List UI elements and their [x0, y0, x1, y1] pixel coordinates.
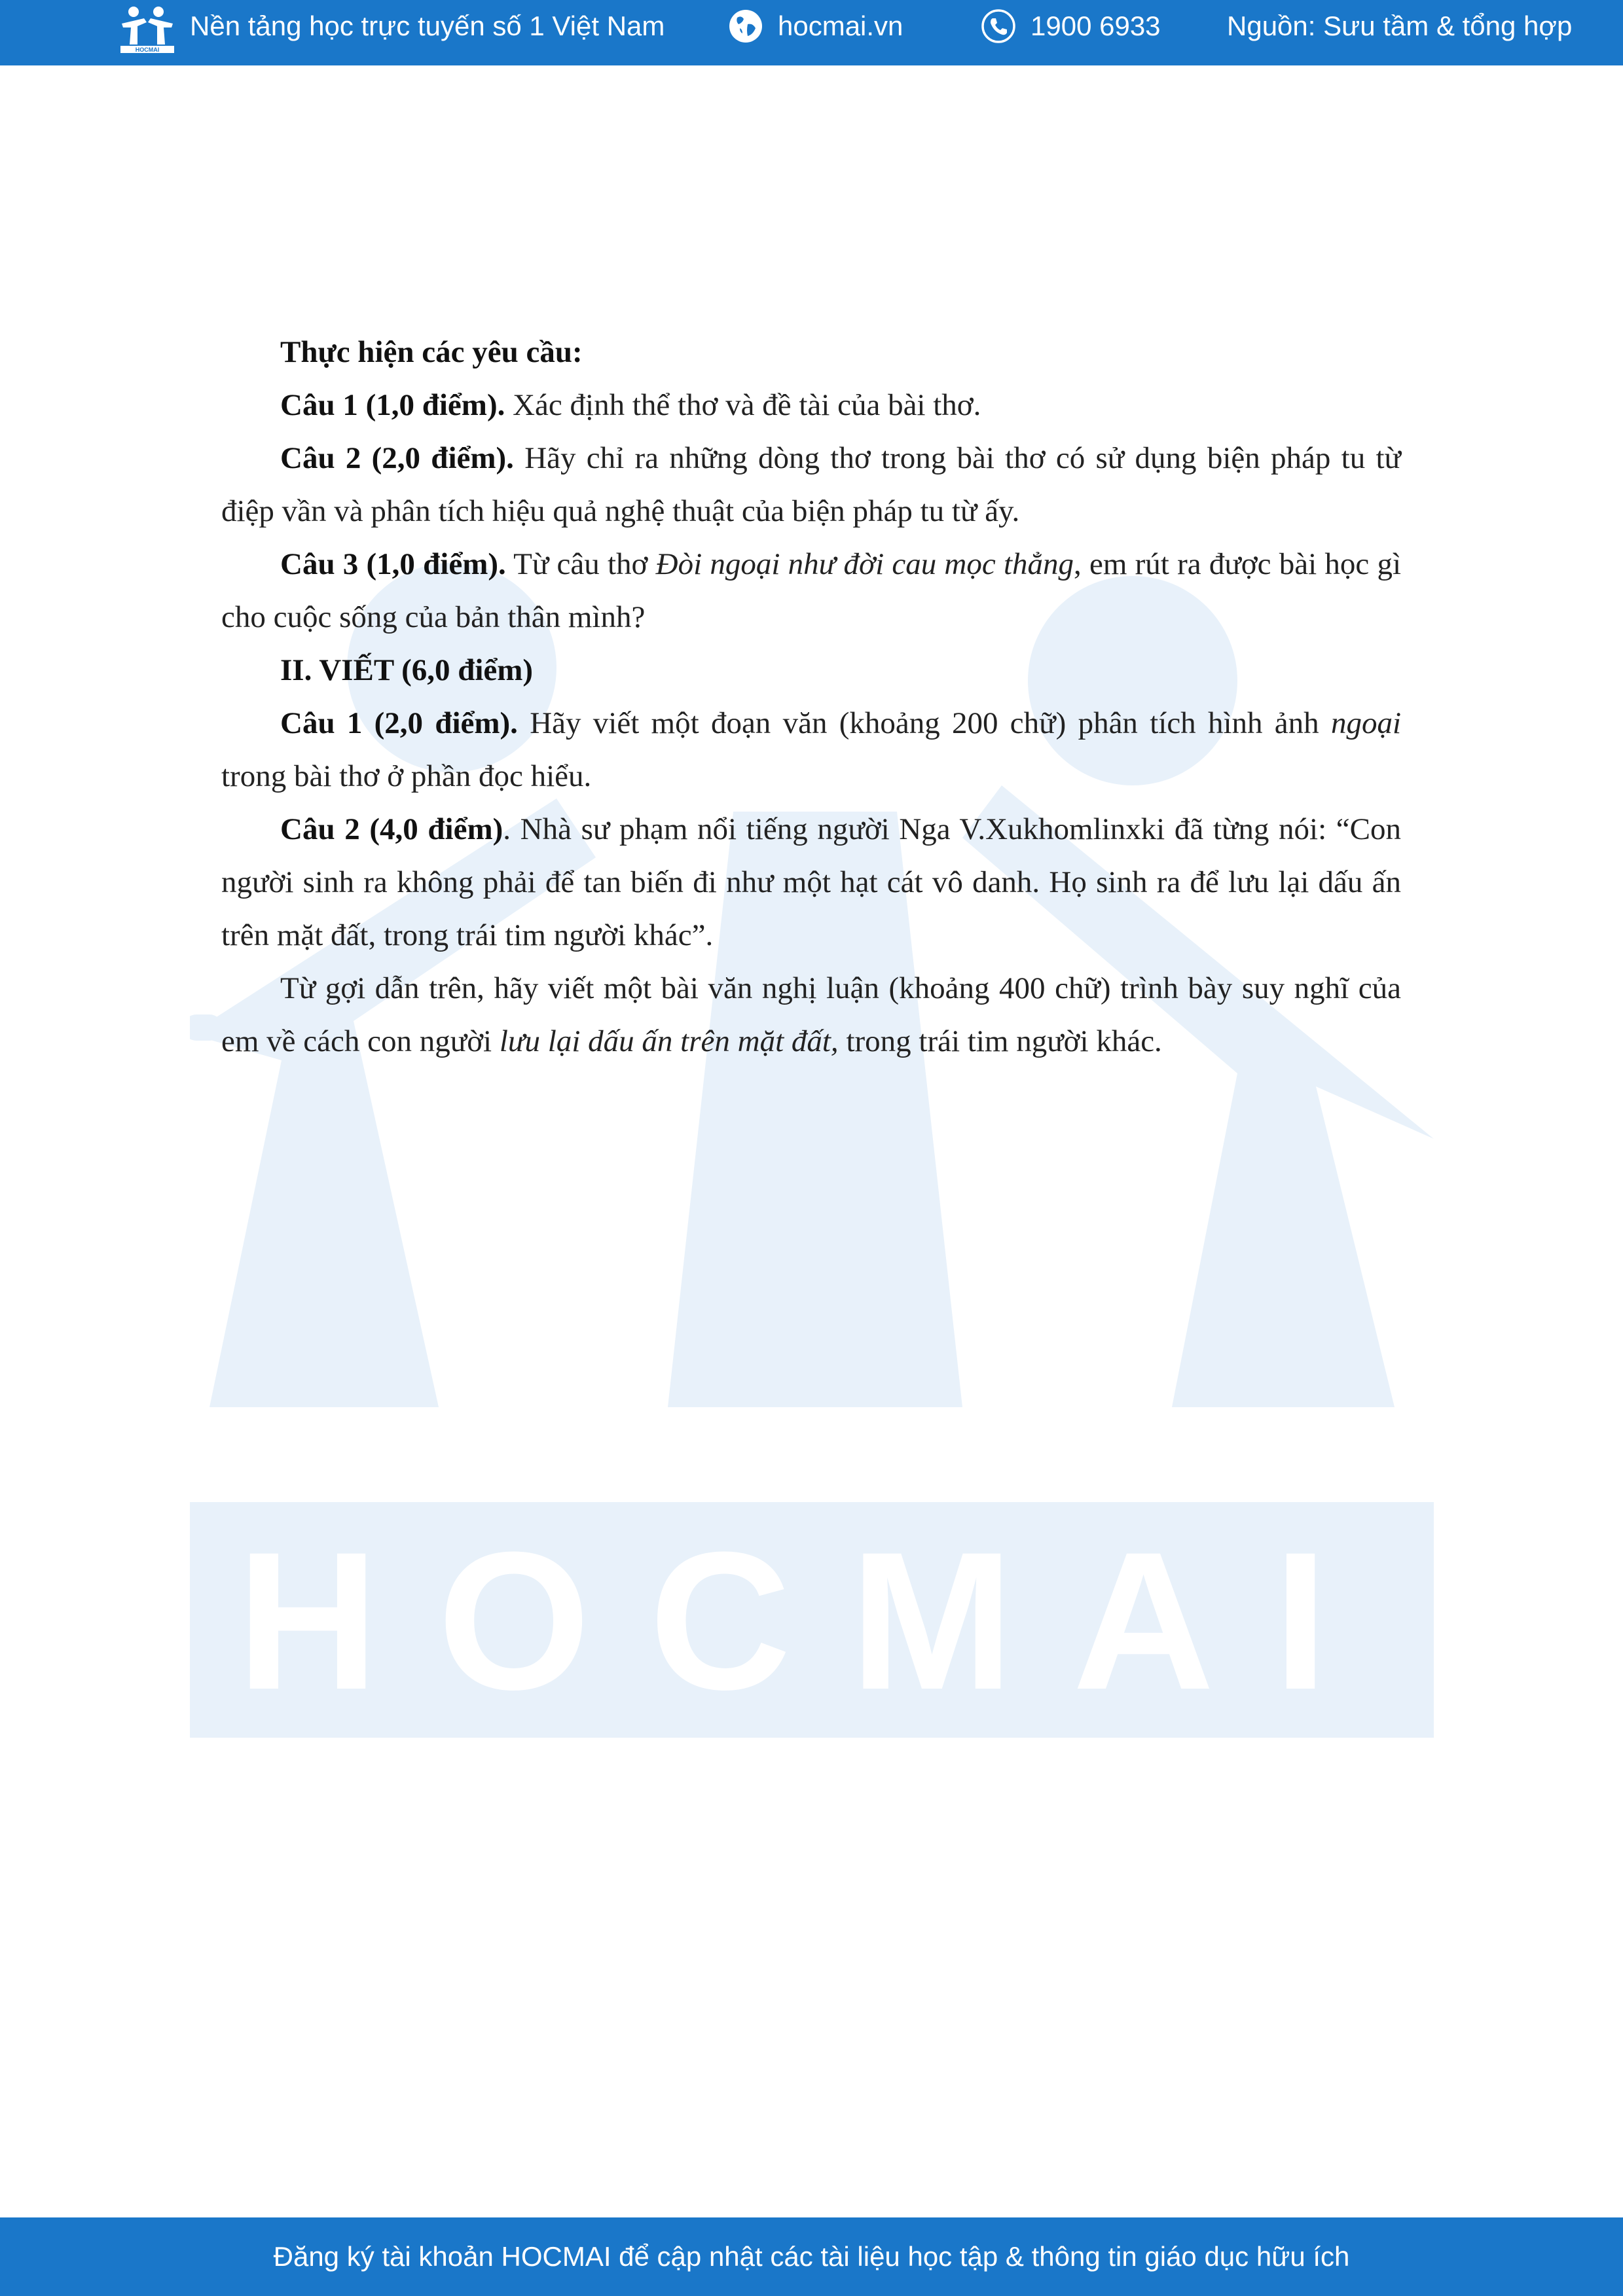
document-body: [221, 326, 1401, 1068]
header-phone[interactable]: [981, 0, 1161, 52]
website-link[interactable]: hocmai.vn: [778, 10, 903, 41]
header-bar: [0, 0, 1623, 65]
question-2-text: Hãy chỉ ra những dòng thơ trong bài thơ có sử dụng biện pháp tu từ điệp vần và phân tích hiệu quả nghệ thuật của biện pháp tu từ ấy.: [221, 441, 1402, 528]
footer-signup-text[interactable]: Đăng ký tài khoản HOCMAI để cập nhật các tài liệu học tập & thông tin giáo dục hữu ích: [273, 2241, 1350, 2272]
logo-text: HOCMAI: [135, 46, 160, 53]
header-tagline: Nền tảng học trực tuyến số 1 Việt Nam: [190, 10, 665, 41]
phone-icon: [981, 9, 1016, 44]
header-source: Nguồn: Sưu tầm & tổng hợp: [1227, 10, 1573, 41]
question-2-label: Câu 2 (2,0 điểm).: [280, 441, 514, 475]
writing-question-1-label: Câu 1 (2,0 điểm).: [280, 706, 518, 740]
globe-icon: [728, 9, 763, 44]
header-website[interactable]: [728, 0, 903, 52]
writing-question-2-label: Câu 2 (4,0 điểm): [280, 812, 503, 846]
hocmai-logo: [118, 4, 177, 54]
requirements-heading: Thực hiện các yêu cầu:: [280, 335, 583, 369]
section-2-heading: II. VIẾT (6,0 điểm): [280, 653, 534, 687]
writing-question-2: Câu 2 (4,0 điểm). Nhà sư phạm nổi tiếng người Nga V.Xukhomlinxki đã từng nói: “Con người sinh ra không phải để tan biến đi như một hạt cát vô danh. Họ sinh ra để lưu lại dấu ấn trên mặt đất, trong trái tim người khác”.: [221, 812, 1401, 952]
question-3: Câu 3 (1,0 điểm). Từ câu thơ Đòi ngoại như đời cau mọc thẳng, em rút ra được bài học gì cho cuộc sống của bản thân mình?: [221, 547, 1402, 634]
question-2: [221, 432, 1401, 538]
question-3-label: Câu 3 (1,0 điểm).: [280, 547, 506, 581]
phone-number[interactable]: 1900 6933: [1030, 10, 1161, 41]
question-3-quote: Đòi ngoại như đời cau mọc thẳng: [655, 547, 1074, 581]
question-1-label: Câu 1 (1,0 điểm).: [280, 388, 505, 422]
question-1: [221, 379, 1401, 432]
writing-question-1: Câu 1 (2,0 điểm). Hãy viết một đoạn văn (khoảng 200 chữ) phân tích hình ảnh ngoại trong bài thơ ở phần đọc hiểu.: [221, 706, 1402, 793]
writing-question-2-prompt: Từ gợi dẫn trên, hãy viết một bài văn nghị luận (khoảng 400 chữ) trình bày suy nghĩ của em về cách con người lưu lại dấu ấn trên mặt đất, trong trái tim người khác.: [221, 971, 1401, 1058]
question-1-text: Xác định thể thơ và đề tài của bài thơ.: [505, 388, 981, 422]
footer-bar[interactable]: [0, 2217, 1623, 2296]
watermark-text: HOCMAI: [236, 1511, 1387, 1731]
